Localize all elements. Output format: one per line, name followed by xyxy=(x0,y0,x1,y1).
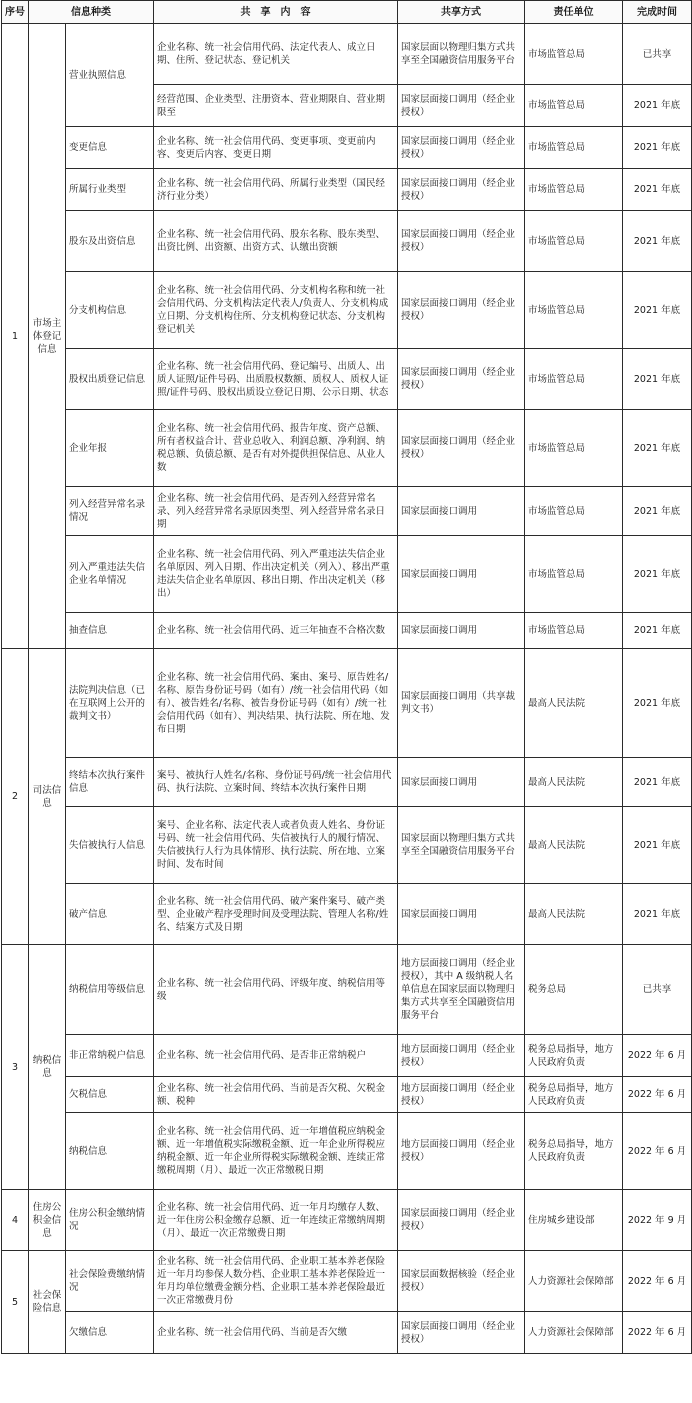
share-method: 国家层面接口调用（经企业授权） xyxy=(398,85,525,127)
sub-category-name: 纳税信用等级信息 xyxy=(66,945,154,1035)
completion-time: 2021 年底 xyxy=(623,536,692,613)
group-category: 住房公积金信息 xyxy=(29,1190,66,1251)
completion-time: 2022 年 6 月 xyxy=(623,1077,692,1113)
shared-content: 企业名称、统一社会信用代码、是否非正常纳税户 xyxy=(154,1035,398,1077)
sub-category-name: 企业年报 xyxy=(66,410,154,487)
shared-content: 企业名称、统一社会信用代码、破产案件案号、破产类型、企业破产程序受理时间及受理法院、管理人名称/姓名、结案方式及日期 xyxy=(154,884,398,945)
table-row xyxy=(2,758,692,807)
shared-content: 企业名称、统一社会信用代码、案由、案号、原告姓名/名称、原告身份证号码（如有）/统一社会信用代码（如有）、被告姓名/名称、被告身份证号码（如有）/统一社会信用代码（如有）、判决结果、执行法院、所在地、发布日期 xyxy=(154,649,398,758)
completion-time: 2021 年底 xyxy=(623,758,692,807)
table-row xyxy=(2,884,692,945)
shared-content: 企业名称、统一社会信用代码、分支机构名称和统一社会信用代码、分支机构法定代表人/负责人、分支机构成立日期、分支机构住所、分支机构登记状态、分支机构登记机关 xyxy=(154,272,398,349)
table-row xyxy=(2,1077,692,1113)
shared-content: 经营范围、企业类型、注册资本、营业期限自、营业期限至 xyxy=(154,85,398,127)
table-row xyxy=(2,127,692,169)
completion-time: 2021 年底 xyxy=(623,169,692,211)
group-seq: 3 xyxy=(2,945,29,1190)
sub-category-name: 营业执照信息 xyxy=(66,24,154,127)
sub-category-name: 非正常纳税户信息 xyxy=(66,1035,154,1077)
share-method: 国家层面接口调用（经企业授权） xyxy=(398,169,525,211)
sub-category-name: 欠缴信息 xyxy=(66,1312,154,1354)
completion-time: 2022 年 6 月 xyxy=(623,1113,692,1190)
sub-category-name: 抽查信息 xyxy=(66,613,154,649)
table-row xyxy=(2,211,692,272)
header-content: 共 享 内 容 xyxy=(154,1,398,24)
responsible-unit: 人力资源社会保障部 xyxy=(525,1251,623,1312)
share-method: 地方层面接口调用（经企业授权） xyxy=(398,1113,525,1190)
sub-category-name: 住房公积金缴纳情况 xyxy=(66,1190,154,1251)
table-row xyxy=(2,1190,692,1251)
group-category: 司法信息 xyxy=(29,649,66,945)
header-info-type: 信息种类 xyxy=(29,1,154,24)
header-unit: 责任单位 xyxy=(525,1,623,24)
shared-content: 企业名称、统一社会信用代码、所属行业类型（国民经济行业分类） xyxy=(154,169,398,211)
group-seq: 2 xyxy=(2,649,29,945)
table-row xyxy=(2,24,692,85)
share-method: 国家层面接口调用（经企业授权） xyxy=(398,1190,525,1251)
responsible-unit: 住房城乡建设部 xyxy=(525,1190,623,1251)
share-method: 国家层面接口调用（经企业授权） xyxy=(398,410,525,487)
shared-content: 企业名称、统一社会信用代码、变更事项、变更前内容、变更后内容、变更日期 xyxy=(154,127,398,169)
share-method: 国家层面接口调用 xyxy=(398,487,525,536)
shared-content: 企业名称、统一社会信用代码、近一年增值税应纳税金额、近一年增值税实际缴税金额、近一年企业所得税应纳税金额、近一年企业所得税实际缴税金额、连续正常缴税周期（月）、最近一次正常缴税日期 xyxy=(154,1113,398,1190)
table-row xyxy=(2,1113,692,1190)
sub-category-name: 破产信息 xyxy=(66,884,154,945)
shared-content: 企业名称、统一社会信用代码、评级年度、纳税信用等级 xyxy=(154,945,398,1035)
responsible-unit: 市场监管总局 xyxy=(525,211,623,272)
shared-content: 企业名称、统一社会信用代码、近一年月均缴存人数、近一年住房公积金缴存总额、近一年连续正常缴纳周期（月）、最近一次正常缴费日期 xyxy=(154,1190,398,1251)
shared-content: 企业名称、统一社会信用代码、企业职工基本养老保险近一年月均参保人数分档、企业职工基本养老保险近一年月均单位缴费金额分档、企业职工基本养老保险最近一次正常缴费月份 xyxy=(154,1251,398,1312)
table-row xyxy=(2,410,692,487)
shared-content: 企业名称、统一社会信用代码、当前是否欠税、欠税金额、税种 xyxy=(154,1077,398,1113)
table-row xyxy=(2,1312,692,1354)
responsible-unit: 最高人民法院 xyxy=(525,758,623,807)
group-category: 纳税信息 xyxy=(29,945,66,1190)
share-method: 国家层面以物理归集方式共享至全国融资信用服务平台 xyxy=(398,24,525,85)
share-method: 国家层面接口调用 xyxy=(398,758,525,807)
completion-time: 2021 年底 xyxy=(623,884,692,945)
group-seq: 1 xyxy=(2,24,29,649)
share-method: 国家层面接口调用（经企业授权） xyxy=(398,127,525,169)
responsible-unit: 最高人民法院 xyxy=(525,807,623,884)
share-method: 地方层面接口调用（经企业授权） xyxy=(398,1077,525,1113)
table-row xyxy=(2,272,692,349)
completion-time: 2021 年底 xyxy=(623,85,692,127)
sub-category-name: 列入严重违法失信企业名单情况 xyxy=(66,536,154,613)
responsible-unit: 最高人民法院 xyxy=(525,649,623,758)
responsible-unit: 最高人民法院 xyxy=(525,884,623,945)
group-category: 社会保险信息 xyxy=(29,1251,66,1354)
share-method: 地方层面接口调用（经企业授权） xyxy=(398,1035,525,1077)
sub-category-name: 法院判决信息（已在互联网上公开的裁判文书） xyxy=(66,649,154,758)
share-method: 国家层面数据核验（经企业授权） xyxy=(398,1251,525,1312)
shared-content: 企业名称、统一社会信用代码、登记编号、出质人、出质人证照/证件号码、出质股权数额、质权人、质权人证照/证件号码、股权出质设立登记日期、公示日期、状态 xyxy=(154,349,398,410)
completion-time: 2022 年 9 月 xyxy=(623,1190,692,1251)
responsible-unit: 市场监管总局 xyxy=(525,24,623,85)
responsible-unit: 市场监管总局 xyxy=(525,487,623,536)
completion-time: 已共享 xyxy=(623,945,692,1035)
table-row xyxy=(2,945,692,1035)
header-method: 共享方式 xyxy=(398,1,525,24)
table-row xyxy=(2,613,692,649)
table-body xyxy=(2,24,692,1354)
completion-time: 已共享 xyxy=(623,24,692,85)
sub-category-name: 分支机构信息 xyxy=(66,272,154,349)
share-method: 国家层面接口调用（经企业授权） xyxy=(398,349,525,410)
table-row xyxy=(2,169,692,211)
responsible-unit: 市场监管总局 xyxy=(525,410,623,487)
responsible-unit: 市场监管总局 xyxy=(525,85,623,127)
group-seq: 5 xyxy=(2,1251,29,1354)
table-row xyxy=(2,487,692,536)
sub-category-name: 失信被执行人信息 xyxy=(66,807,154,884)
responsible-unit: 税务总局 xyxy=(525,945,623,1035)
share-method: 国家层面接口调用（经企业授权） xyxy=(398,211,525,272)
sub-category-name: 列入经营异常名录情况 xyxy=(66,487,154,536)
sub-category-name: 变更信息 xyxy=(66,127,154,169)
shared-content: 企业名称、统一社会信用代码、当前是否欠缴 xyxy=(154,1312,398,1354)
table-row xyxy=(2,807,692,884)
group-category: 市场主体登记信息 xyxy=(29,24,66,649)
responsible-unit: 税务总局指导，地方人民政府负责 xyxy=(525,1035,623,1077)
responsible-unit: 市场监管总局 xyxy=(525,169,623,211)
completion-time: 2021 年底 xyxy=(623,127,692,169)
shared-info-table xyxy=(1,0,692,1354)
shared-content: 案号、被执行人姓名/名称、身份证号码/统一社会信用代码、执行法院、立案时间、终结本次执行案件日期 xyxy=(154,758,398,807)
table-row xyxy=(2,349,692,410)
share-method: 国家层面接口调用（共享裁判文书） xyxy=(398,649,525,758)
table-row xyxy=(2,649,692,758)
shared-content: 企业名称、统一社会信用代码、近三年抽查不合格次数 xyxy=(154,613,398,649)
table-row xyxy=(2,1035,692,1077)
responsible-unit: 市场监管总局 xyxy=(525,272,623,349)
responsible-unit: 人力资源社会保障部 xyxy=(525,1312,623,1354)
sub-category-name: 股东及出资信息 xyxy=(66,211,154,272)
completion-time: 2021 年底 xyxy=(623,211,692,272)
sub-category-name: 纳税信息 xyxy=(66,1113,154,1190)
completion-time: 2021 年底 xyxy=(623,410,692,487)
sub-category-name: 终结本次执行案件信息 xyxy=(66,758,154,807)
responsible-unit: 税务总局指导，地方人民政府负责 xyxy=(525,1077,623,1113)
responsible-unit: 税务总局指导，地方人民政府负责 xyxy=(525,1113,623,1190)
sub-category-name: 社会保险费缴纳情况 xyxy=(66,1251,154,1312)
responsible-unit: 市场监管总局 xyxy=(525,349,623,410)
table-row xyxy=(2,536,692,613)
share-method: 国家层面接口调用 xyxy=(398,884,525,945)
shared-content: 企业名称、统一社会信用代码、报告年度、资产总额、所有者权益合计、营业总收入、利润总额、净利润、纳税总额、负债总额、是否有对外提供担保信息、从业人数 xyxy=(154,410,398,487)
share-method: 地方层面接口调用（经企业授权），其中 A 级纳税人名单信息在国家层面以物理归集方式共享至全国融资信用服务平台 xyxy=(398,945,525,1035)
header-row xyxy=(2,1,692,24)
sub-category-name: 欠税信息 xyxy=(66,1077,154,1113)
sub-category-name: 股权出质登记信息 xyxy=(66,349,154,410)
share-method: 国家层面接口调用 xyxy=(398,613,525,649)
completion-time: 2021 年底 xyxy=(623,807,692,884)
share-method: 国家层面以物理归集方式共享至全国融资信用服务平台 xyxy=(398,807,525,884)
share-method: 国家层面接口调用 xyxy=(398,536,525,613)
completion-time: 2021 年底 xyxy=(623,349,692,410)
responsible-unit: 市场监管总局 xyxy=(525,613,623,649)
completion-time: 2022 年 6 月 xyxy=(623,1251,692,1312)
shared-content: 企业名称、统一社会信用代码、法定代表人、成立日期、住所、登记状态、登记机关 xyxy=(154,24,398,85)
header-date: 完成时间 xyxy=(623,1,692,24)
shared-content: 企业名称、统一社会信用代码、是否列入经营异常名录、列入经营异常名录原因类型、列入经营异常名录日期 xyxy=(154,487,398,536)
shared-content: 企业名称、统一社会信用代码、股东名称、股东类型、出资比例、出资额、出资方式、认缴出资额 xyxy=(154,211,398,272)
shared-content: 案号、企业名称、法定代表人或者负责人姓名、身份证号码、统一社会信用代码、失信被执行人的履行情况、失信被执行人行为具体情形、执行法院、所在地、立案时间、发布时间 xyxy=(154,807,398,884)
completion-time: 2022 年 6 月 xyxy=(623,1035,692,1077)
completion-time: 2021 年底 xyxy=(623,487,692,536)
responsible-unit: 市场监管总局 xyxy=(525,536,623,613)
header-seq: 序号 xyxy=(2,1,29,24)
shared-content: 企业名称、统一社会信用代码、列入严重违法失信企业名单原因、列入日期、作出决定机关（列入）、移出严重违法失信企业名单原因、移出日期、作出决定机关（移出） xyxy=(154,536,398,613)
group-seq: 4 xyxy=(2,1190,29,1251)
completion-time: 2022 年 6 月 xyxy=(623,1312,692,1354)
completion-time: 2021 年底 xyxy=(623,272,692,349)
share-method: 国家层面接口调用（经企业授权） xyxy=(398,272,525,349)
sub-category-name: 所属行业类型 xyxy=(66,169,154,211)
responsible-unit: 市场监管总局 xyxy=(525,127,623,169)
completion-time: 2021 年底 xyxy=(623,649,692,758)
share-method: 国家层面接口调用（经企业授权） xyxy=(398,1312,525,1354)
table-row xyxy=(2,1251,692,1312)
completion-time: 2021 年底 xyxy=(623,613,692,649)
